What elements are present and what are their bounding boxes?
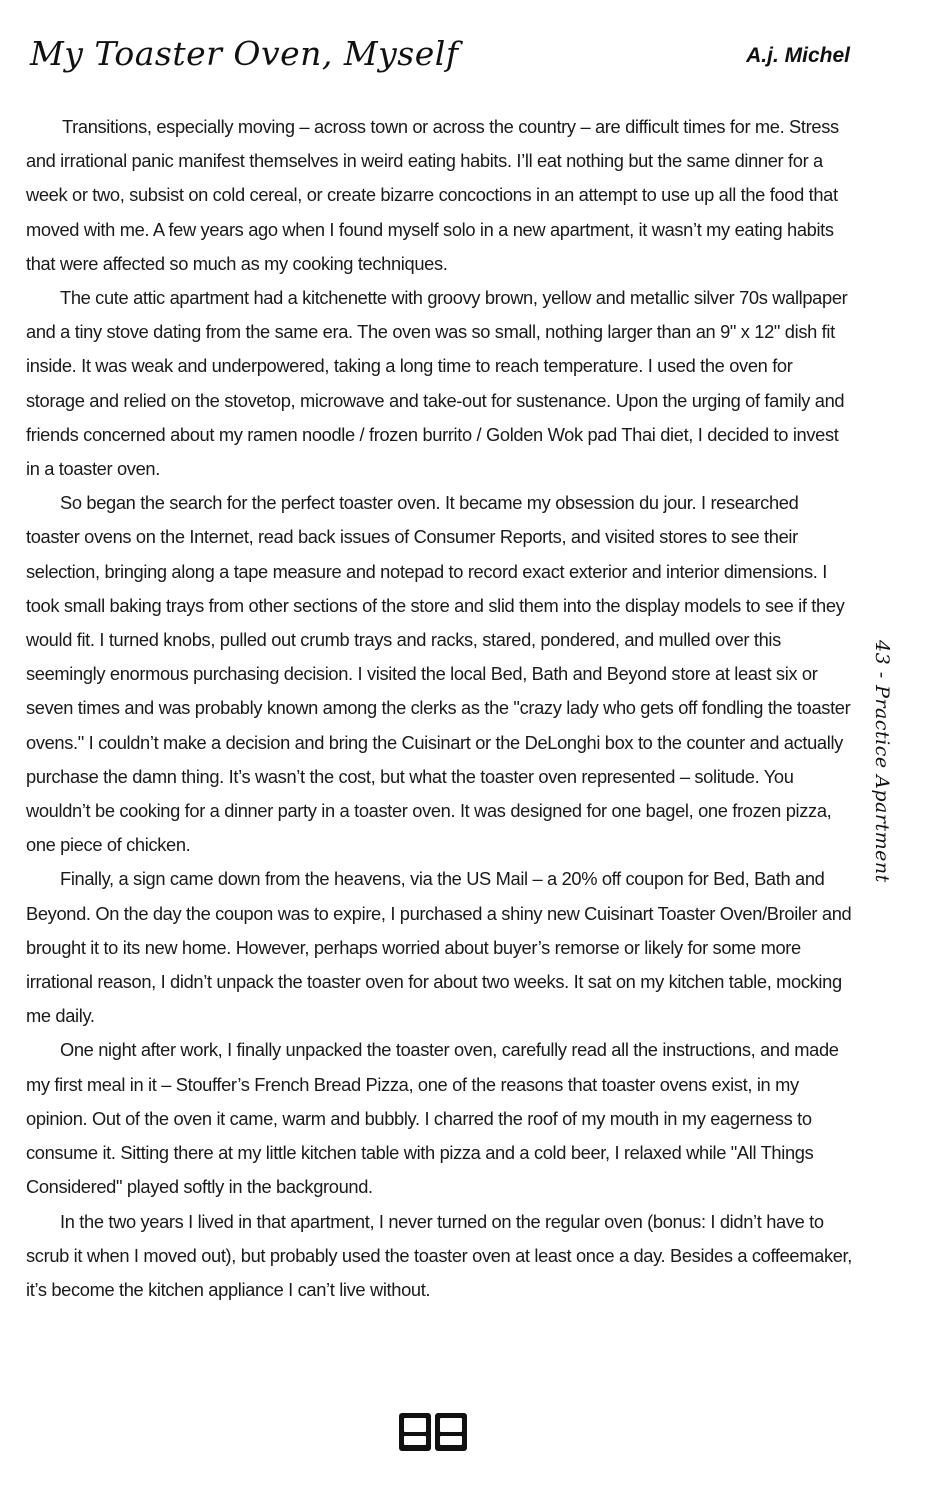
page-section-label: 43 - Practice Apartment bbox=[871, 640, 893, 883]
toaster-oven-logo-icon bbox=[399, 1413, 467, 1451]
paragraph: In the two years I lived in that apartment, I never turned on the regular oven (bonus: I didn’t have to scrub it when I moved out), but probably used the toaster oven at least once a day. Besides a coffeemaker, it’s become the kitchen appliance I can’t live without. bbox=[26, 1210, 853, 1300]
author-name: A.j. Michel bbox=[746, 44, 850, 67]
article-body bbox=[26, 110, 852, 1307]
paragraph: Finally, a sign came down from the heavens, via the US Mail – a 20% off coupon for Bed, Bath and Beyond. On the day the coupon was to expire, I purchased a shiny new Cuisinart Toaster Oven/Broiler and brought it to its new home. However, perhaps worried about buyer’s remorse or likely for some more irrational reason, I didn’t unpack the toaster oven for about two weeks. It sat on my kitchen table, mocking me daily. bbox=[26, 868, 852, 1027]
paragraph: Transitions, especially moving – across town or across the country – are difficult times for me. Stress and irrational panic manifest themselves in weird eating habits. I’ll eat nothing but the same dinner for a week or two, subsist on cold cereal, or create bizarre concoctions in an attempt to use up all the food that moved with me. A few years ago when I found myself solo in a new apartment, it wasn’t my eating habits that were affected so much as my cooking techniques. bbox=[26, 116, 839, 274]
paragraph: The cute attic apartment had a kitchenette with groovy brown, yellow and metallic silver 70s wallpaper and a tiny stove dating from the same era. The oven was so small, nothing larger than an 9" x 12" dish fit inside. It was weak and underpowered, taking a long time to reach temperature. I used the oven for storage and relied on the stovetop, microwave and take-out for sustenance. Upon the urging of family and friends concerned about my ramen noodle / frozen burrito / Golden Wok pad Thai diet, I decided to invest in a toaster oven. bbox=[26, 287, 848, 480]
logo-right-block bbox=[435, 1413, 467, 1451]
paragraph: One night after work, I finally unpacked the toaster oven, carefully read all the instructions, and made my first meal in it – Stouffer’s French Bread Pizza, one of the reasons that toaster ovens exist, in my opinion. Out of the oven it came, warm and bubbly. I charred the roof of my mouth in my eagerness to consume it. Sitting there at my little kitchen table with pizza and a cold beer, I relaxed while "All Things Considered" played softly in the background. bbox=[26, 1039, 839, 1198]
paragraph: So began the search for the perfect toaster oven. It became my obsession du jour. I researched toaster ovens on the Internet, read back issues of Consumer Reports, and visited stores to see their selection, bringing along a tape measure and notepad to record exact exterior and interior dimensions. I took small baking trays from other sections of the store and slid them into the display models to see if they would fit. I turned knobs, pulled out crumb trays and racks, stared, pondered, and mulled over this seemingly enormous purchasing decision. I visited the local Bed, Bath and Beyond store at least six or seven times and was probably known among the clerks as the "crazy lady who gets off fondling the toaster ovens." I couldn’t make a decision and bring the Cuisinart or the DeLonghi box to the counter and actually purchase the damn thing. It’s wasn’t the cost, but what the toaster oven represented – solitude. You wouldn’t be cooking for a dinner party in a toaster oven. It was designed for one bagel, one frozen pizza, one piece of chicken. bbox=[26, 492, 851, 856]
logo-left-block bbox=[399, 1413, 431, 1451]
article-title: My Toaster Oven, Myself bbox=[30, 34, 459, 73]
